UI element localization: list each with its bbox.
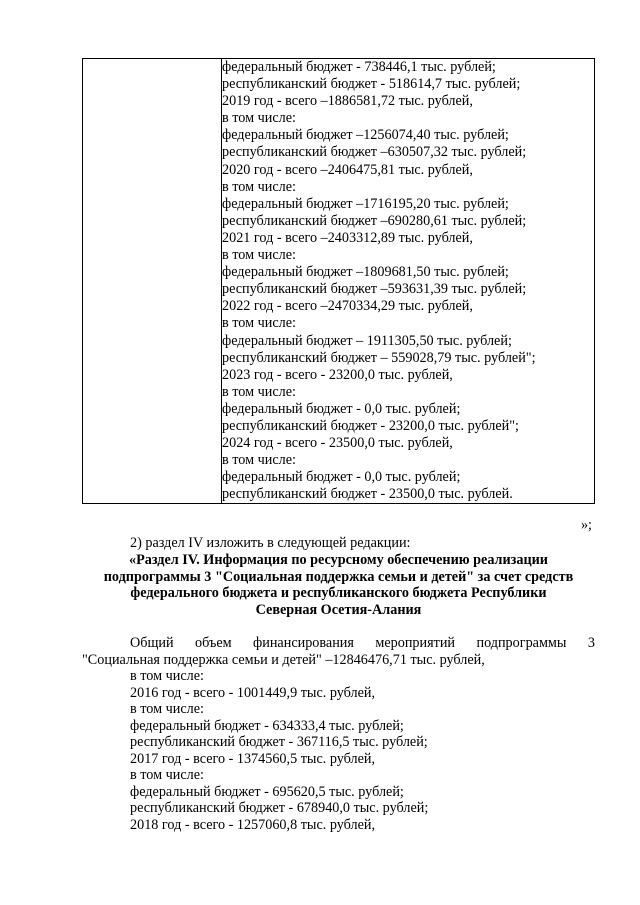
closing-quote: »;	[580, 517, 592, 533]
table-line: республиканский бюджет –630507,32 тыс. рублей;	[222, 144, 527, 161]
table-line: федеральный бюджет –1809681,50 тыс. рублей;	[222, 264, 509, 281]
body-line: 2018 год - всего - 1257060,8 тыс. рублей,	[130, 816, 376, 833]
body-line: республиканский бюджет - 367116,5 тыс. рублей;	[130, 734, 428, 750]
body-line: в том числе:	[130, 668, 204, 684]
table-line: федеральный бюджет –1716195,20 тыс. рублей;	[222, 195, 509, 212]
body-line: 2016 год - всего - 1001449,9 тыс. рублей,	[130, 684, 376, 701]
body-line: в том числе:	[130, 767, 204, 783]
body-line: федеральный бюджет - 695620,5 тыс. рублей;	[130, 783, 404, 800]
financing-breakdown	[82, 668, 595, 833]
table-line: федеральный бюджет –1256074,40 тыс. рублей;	[222, 127, 509, 144]
body-line: федеральный бюджет - 634333,4 тыс. рублей;	[130, 717, 404, 734]
table-line: в том числе:	[222, 178, 296, 195]
table-line: 2019 год - всего –1886581,72 тыс. рублей,	[222, 93, 473, 110]
table-line: в том числе:	[222, 315, 296, 332]
heading-line: Северная Осетия-Алания	[255, 601, 422, 618]
table-line: федеральный бюджет - 0,0 тыс. рублей;	[222, 400, 461, 417]
heading-line: подпрограммы 3 "Социальная поддержка семьи и детей" за счет средств	[103, 568, 574, 585]
table-line: республиканский бюджет - 518614,7 тыс. рублей;	[222, 76, 521, 93]
table-row	[83, 59, 595, 504]
table-line: 2022 год - всего –2470334,29 тыс. рублей,	[222, 298, 473, 315]
table-cell-financing	[222, 59, 595, 504]
table-line: 2020 год - всего –2406475,81 тыс. рублей,	[222, 161, 473, 178]
table-line: 2023 год - всего - 23200,0 тыс. рублей,	[222, 366, 453, 383]
table-line: в том числе:	[222, 452, 296, 469]
table-line: республиканский бюджет – 559028,79 тыс. рублей";	[222, 349, 536, 366]
paragraph-second-line: "Социальная поддержка семьи и детей" –12846476,71 тыс. рублей,	[82, 651, 485, 668]
financing-lines	[222, 59, 594, 503]
table-line: федеральный бюджет - 0,0 тыс. рублей;	[222, 469, 461, 486]
table-line: 2021 год - всего –2403312,89 тыс. рублей,	[222, 229, 473, 246]
table-line: в том числе:	[222, 247, 296, 264]
body-line: республиканский бюджет - 678940,0 тыс. рублей;	[130, 800, 429, 816]
amendment-item: 2) раздел IV изложить в следующей редакции:	[130, 535, 411, 551]
heading-line: «Раздел IV. Информация по ресурсному обеспечению реализации	[129, 552, 548, 568]
table-line: федеральный бюджет – 1911305,50 тыс. рублей;	[222, 332, 512, 349]
table-line: в том числе:	[222, 383, 296, 400]
heading-line: федерального бюджета и республиканского бюджета Республики	[130, 585, 547, 601]
table-line: федеральный бюджет - 738446,1 тыс. рублей;	[222, 59, 496, 75]
budget-table	[82, 58, 595, 504]
table-line: республиканский бюджет –690280,61 тыс. рублей;	[222, 212, 527, 229]
table-cell-label	[83, 59, 222, 504]
body-text	[82, 635, 595, 833]
body-line: 2017 год - всего - 1374560,5 тыс. рублей,	[130, 750, 376, 767]
body-line: в том числе:	[130, 701, 204, 717]
section-heading	[82, 552, 595, 618]
table-line: в том числе:	[222, 110, 296, 127]
paragraph-first-line: Общий объем финансирования мероприятий подпрограммы 3	[130, 635, 595, 651]
table-line: республиканский бюджет - 23500,0 тыс. рублей.	[222, 486, 513, 503]
table-line: республиканский бюджет –593631,39 тыс. рублей;	[222, 281, 527, 298]
table-line: 2024 год - всего - 23500,0 тыс. рублей,	[222, 435, 453, 452]
table-line: республиканский бюджет - 23200,0 тыс. рублей";	[222, 417, 519, 434]
